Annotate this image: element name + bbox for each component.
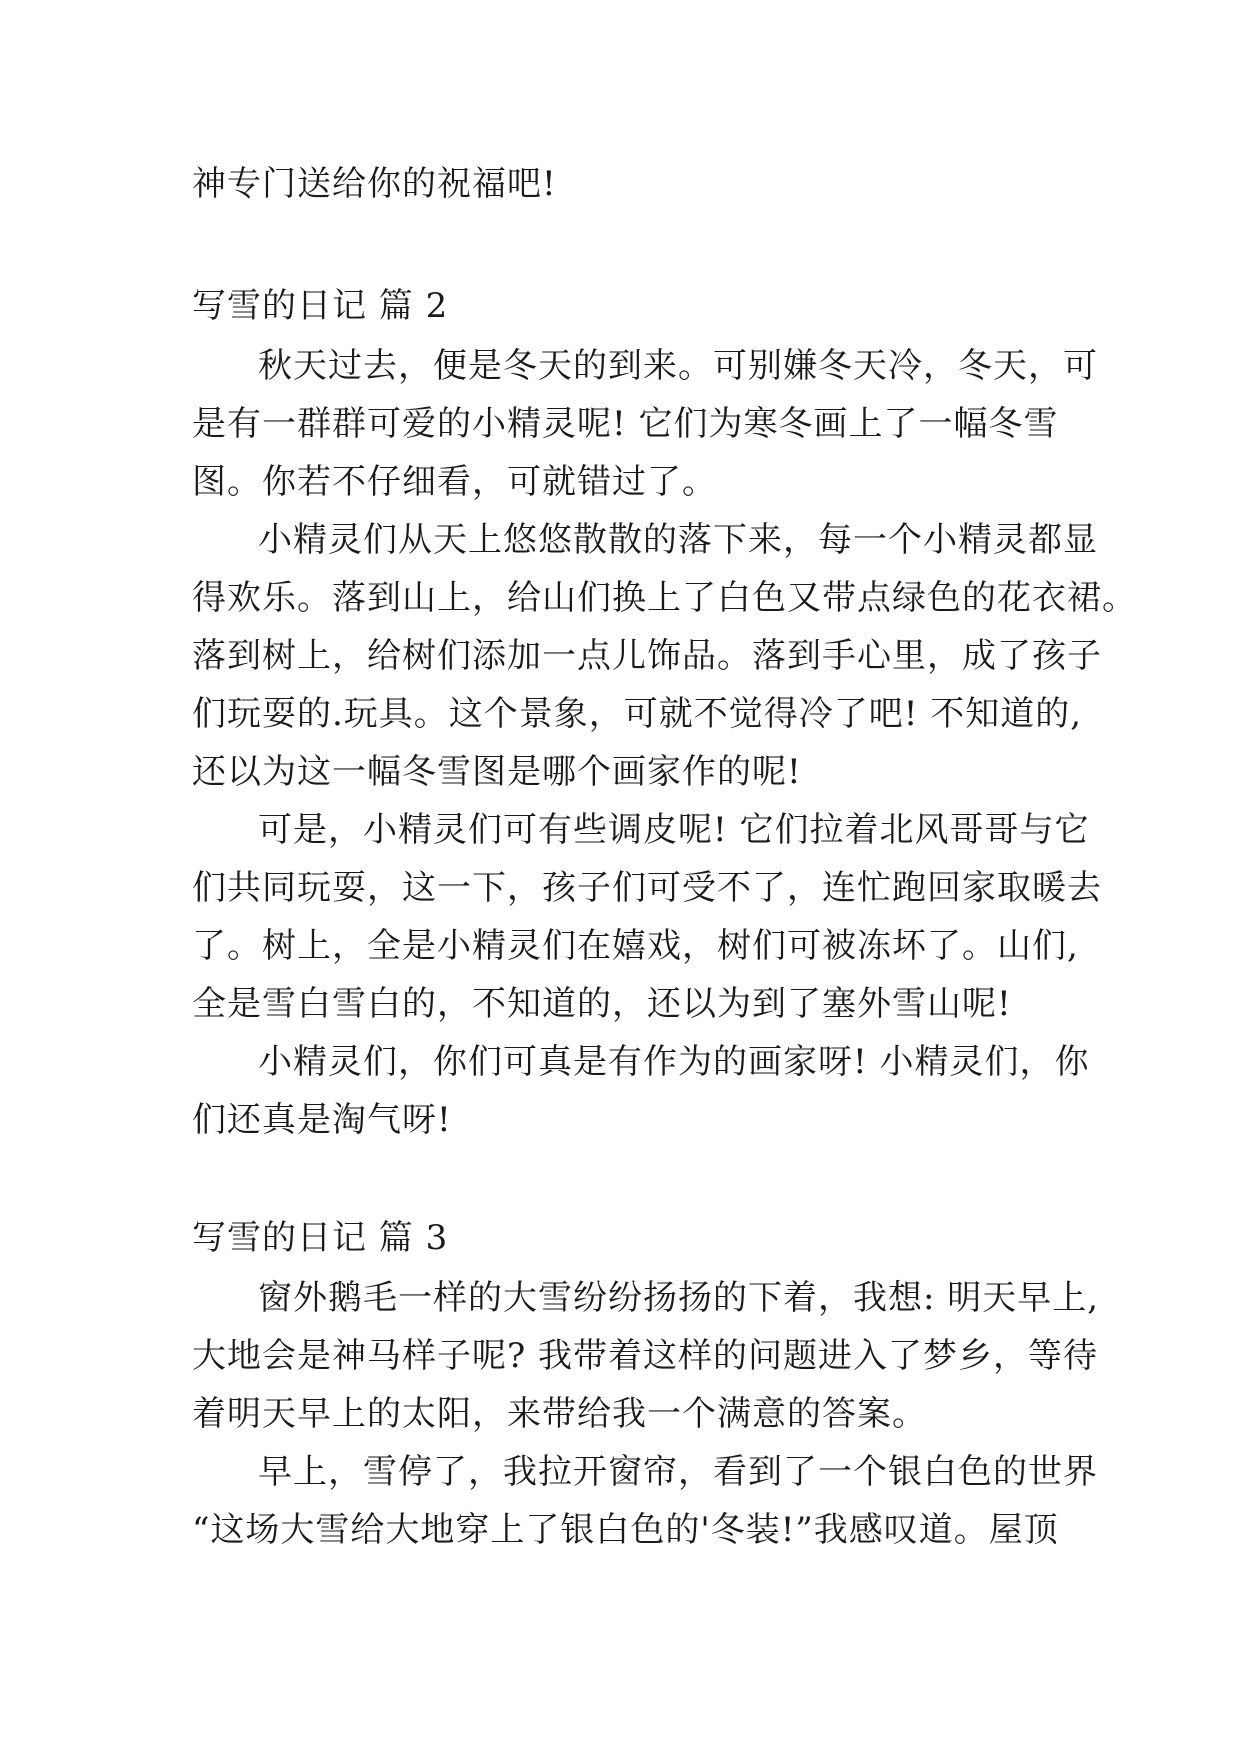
paragraph-line: 了。树上，全是小精灵们在嬉戏，树们可被冻坏了。山们,: [192, 926, 1079, 966]
paragraph-line: 是有一群群可爱的小精灵呢! 它们为寒冬画上了一幅冬雪: [192, 404, 1059, 444]
paragraph-line: 图。你若不仔细看，可就错过了。: [192, 462, 717, 502]
paragraph-line: 落到树上，给树们添加一点儿饰品。落到手心里，成了孩子: [192, 636, 1102, 676]
paragraph-line: “这场大雪给大地穿上了银白色的'冬装!”我感叹道。屋顶: [192, 1510, 1059, 1550]
paragraph-line: 可是，小精灵们可有些调皮呢! 它们拉着北风哥哥与它: [258, 810, 1090, 850]
paragraph-line: 秋天过去，便是冬天的到来。可别嫌冬天冷，冬天，可: [258, 346, 1098, 386]
paragraph-line: 窗外鹅毛一样的大雪纷纷扬扬的下着，我想: 明天早上,: [258, 1278, 1100, 1318]
section-heading-3: 写雪的日记 篇 3: [192, 1218, 449, 1258]
paragraph-line: 们还真是淘气呀!: [192, 1100, 452, 1140]
paragraph-line: 早上，雪停了，我拉开窗帘，看到了一个银白色的世界: [258, 1452, 1098, 1492]
paragraph-line: 着明天早上的太阳，来带给我一个满意的答案。: [192, 1394, 927, 1434]
paragraph-line: 大地会是神马样子呢? 我带着这样的问题进入了梦乡，等待: [192, 1336, 1099, 1376]
section-heading-2: 写雪的日记 篇 2: [192, 286, 449, 326]
paragraph-line: 小精灵们从天上悠悠散散的落下来，每一个小精灵都显: [258, 520, 1098, 560]
paragraph-line: 小精灵们，你们可真是有作为的画家呀! 小精灵们，你: [258, 1042, 1090, 1082]
paragraph-line: 神专门送给你的祝福吧!: [192, 164, 557, 204]
paragraph-line: 们玩耍的.玩具。这个景象，可就不觉得冷了吧! 不知道的,: [192, 694, 1083, 734]
paragraph-line: 们共同玩耍，这一下，孩子们可受不了，连忙跑回家取暖去: [192, 868, 1102, 908]
paragraph-line: 还以为这一幅冬雪图是哪个画家作的呢!: [192, 752, 802, 792]
paragraph-line: 得欢乐。落到山上，给山们换上了白色又带点绿色的花衣裙。: [192, 578, 1137, 618]
paragraph-line: 全是雪白雪白的，不知道的，还以为到了塞外雪山呢!: [192, 984, 1012, 1024]
